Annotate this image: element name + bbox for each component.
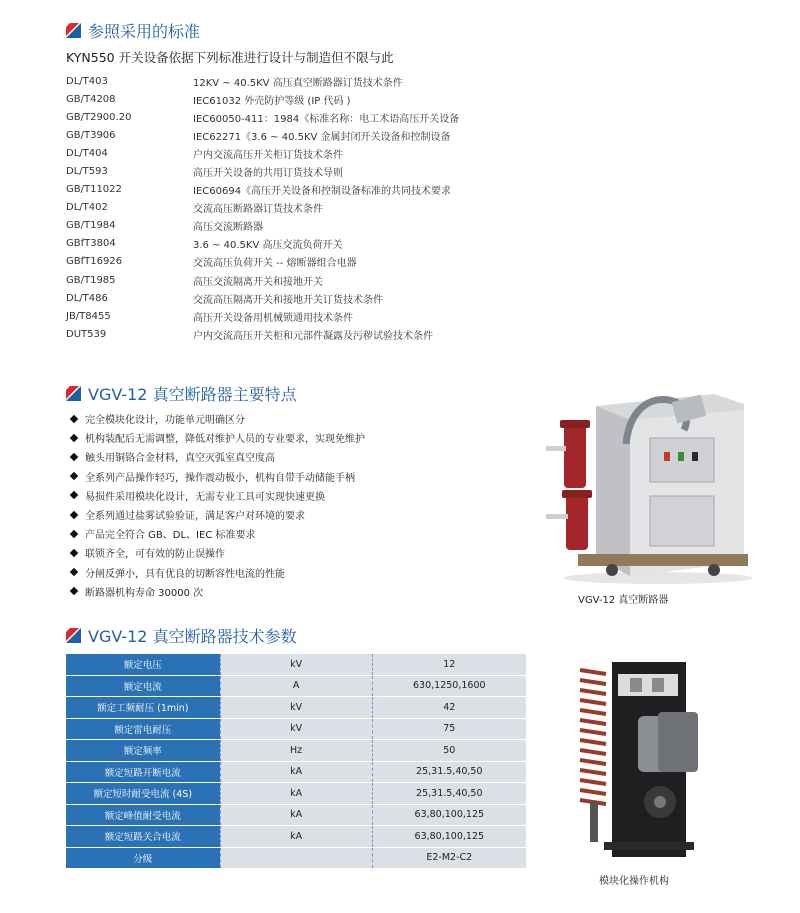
- param-name-cell: 额定工频耐压 (1min): [66, 697, 220, 719]
- standard-desc: 3.6 ~ 40.5KV 高压交流负荷开关: [193, 240, 343, 252]
- section-marker-icon: [66, 386, 81, 401]
- standard-desc: IEC61032 外壳防护等级 (IP 代码 ): [193, 95, 351, 107]
- table-row: [66, 826, 526, 848]
- section-title-standards: [66, 19, 200, 42]
- param-name-cell: 额定短时耐受电流 (4S): [66, 783, 220, 805]
- standard-row: [66, 235, 586, 253]
- param-value-cell: 630,1250,1600: [372, 675, 526, 697]
- param-unit-cell: kV: [220, 654, 372, 675]
- param-unit-cell: [220, 847, 372, 869]
- feature-text: 产品完全符合 GB、DL、IEC 标准要求: [85, 530, 256, 542]
- standard-row: [66, 289, 586, 307]
- feature-text: 断路器机构寿命 30000 次: [85, 587, 204, 599]
- param-value-cell: 25,31.5,40,50: [372, 761, 526, 783]
- diamond-bullet-icon: [70, 510, 78, 518]
- standard-code: DL/T404: [66, 147, 108, 159]
- section-marker-icon: [66, 23, 81, 38]
- standard-code: DL/T486: [66, 292, 108, 304]
- feature-item: [68, 428, 508, 447]
- table-row: [66, 675, 526, 697]
- table-row: [66, 718, 526, 740]
- table-row: [66, 804, 526, 826]
- standard-desc: 户内交流高压开关柜和元部件凝露及污秽试验技术条件: [193, 330, 433, 342]
- table-row: [66, 740, 526, 762]
- param-value-cell: 75: [372, 718, 526, 740]
- operating-mechanism-photo: [560, 652, 720, 867]
- standard-row: [66, 307, 586, 325]
- param-name-cell: 额定电压: [66, 654, 220, 675]
- standard-code: GB/T4208: [66, 93, 116, 105]
- param-name-cell: 额定短路关合电流: [66, 826, 220, 848]
- param-unit-cell: Hz: [220, 740, 372, 762]
- standard-desc: 高压交流断路器: [193, 222, 263, 234]
- standard-row: [66, 271, 586, 289]
- standard-desc: 户内交流高压开关柜订货技术条件: [193, 149, 343, 161]
- feature-text: 联锁齐全，可有效的防止误操作: [85, 549, 225, 561]
- feature-item: [68, 524, 508, 543]
- standard-code: GB/T1985: [66, 274, 116, 286]
- standard-row: [66, 144, 586, 162]
- standard-desc: IEC62271《3.6 ~ 40.5KV 金属封闭开关设备和控制设备: [193, 131, 451, 143]
- param-name-cell: 额定雷电耐压: [66, 718, 220, 740]
- vacuum-breaker-photo: [538, 386, 752, 586]
- diamond-bullet-icon: [70, 434, 78, 442]
- diamond-bullet-icon: [70, 529, 78, 537]
- standard-code: GB/T3906: [66, 129, 116, 141]
- mechanism-photo-caption: 模块化操作机构: [599, 876, 669, 887]
- standard-desc: 高压交流隔离开关和接地开关: [193, 276, 323, 288]
- table-row: [66, 847, 526, 869]
- feature-item: [68, 467, 508, 486]
- section-title-text: VGV-12 真空断路器主要特点: [88, 385, 297, 404]
- standard-desc: 交流高压隔离开关和接地开关订货技术条件: [193, 294, 383, 306]
- diamond-bullet-icon: [70, 472, 78, 480]
- diamond-bullet-icon: [70, 491, 78, 499]
- standard-code: JB/T8455: [66, 310, 111, 322]
- feature-item: [68, 505, 508, 524]
- param-unit-cell: kA: [220, 826, 372, 848]
- feature-text: 全系列产品操作轻巧，操作震动极小，机构自带手动储能手柄: [85, 472, 355, 484]
- standard-code: GB/T1984: [66, 220, 116, 232]
- standard-code: GB/T11022: [66, 184, 122, 196]
- section-title-params: [66, 624, 297, 647]
- standard-desc: 12KV ~ 40.5KV 高压真空断路器订货技术条件: [193, 77, 403, 89]
- diamond-bullet-icon: [70, 587, 78, 595]
- standard-code: DL/T403: [66, 75, 108, 87]
- diamond-bullet-icon: [70, 414, 78, 422]
- feature-item: [68, 543, 508, 562]
- standards-intro: KYN550 开关设备依据下列标准进行设计与制造但不限与此: [66, 50, 394, 65]
- standard-desc: 高压开关设备的共用订货技术导则: [193, 168, 343, 180]
- param-unit-cell: A: [220, 675, 372, 697]
- breaker-photo-caption: VGV-12 真空断路器: [578, 595, 669, 606]
- feature-text: 触头用铜铬合金材料，真空灭弧室真空度高: [85, 453, 275, 465]
- param-value-cell: 63,80,100,125: [372, 804, 526, 826]
- param-name-cell: 额定电流: [66, 675, 220, 697]
- standard-code: GB/T2900.20: [66, 111, 132, 123]
- param-value-cell: 42: [372, 697, 526, 719]
- param-value-cell: 63,80,100,125: [372, 826, 526, 848]
- standard-desc: 高压开关设备用机械锁通用技术条件: [193, 312, 353, 324]
- param-unit-cell: kV: [220, 697, 372, 719]
- standard-row: [66, 126, 586, 144]
- feature-text: 易损件采用模块化设计，无需专业工具可实现快速更换: [85, 491, 325, 503]
- param-unit-cell: kV: [220, 718, 372, 740]
- tech-params-table: [66, 654, 526, 869]
- param-name-cell: 额定频率: [66, 740, 220, 762]
- standards-list: [66, 72, 586, 343]
- param-name-cell: 分级: [66, 847, 220, 869]
- param-unit-cell: kA: [220, 804, 372, 826]
- standard-desc: IEC60694《高压开关设备和控制设备标准的共同技术要求: [193, 186, 452, 198]
- section-marker-icon: [66, 628, 81, 643]
- feature-item: [68, 563, 508, 582]
- param-value-cell: 50: [372, 740, 526, 762]
- standard-row: [66, 253, 586, 271]
- standard-row: [66, 162, 586, 180]
- standard-code: GBfT16926: [66, 256, 123, 268]
- feature-text: 全系列通过盐雾试验验证，满足客户对环境的要求: [85, 511, 305, 523]
- feature-item: [68, 582, 508, 601]
- standard-code: DL/T402: [66, 202, 108, 214]
- param-unit-cell: kA: [220, 761, 372, 783]
- param-value-cell: E2-M2-C2: [372, 847, 526, 869]
- feature-item: [68, 486, 508, 505]
- param-value-cell: 12: [372, 654, 526, 675]
- param-unit-cell: kA: [220, 783, 372, 805]
- feature-item: [68, 409, 508, 428]
- standard-row: [66, 108, 586, 126]
- diamond-bullet-icon: [70, 568, 78, 576]
- feature-text: 机构装配后无需调整，降低对维护人员的专业要求，实现免维护: [85, 434, 365, 446]
- param-value-cell: 25,31.5,40,50: [372, 783, 526, 805]
- param-name-cell: 额定峰值耐受电流: [66, 804, 220, 826]
- section-title-text: VGV-12 真空断路器技术参数: [88, 627, 297, 646]
- standard-row: [66, 72, 586, 90]
- standard-row: [66, 325, 586, 343]
- standard-desc: IEC60050-411：1984《标准名称：电工术语高压开关设备: [193, 113, 460, 125]
- features-list: [68, 409, 508, 601]
- section-title-features: [66, 382, 297, 405]
- standard-row: [66, 90, 586, 108]
- feature-item: [68, 447, 508, 466]
- table-row: [66, 783, 526, 805]
- standard-code: DUT539: [66, 328, 107, 340]
- standard-row: [66, 199, 586, 217]
- table-row: [66, 761, 526, 783]
- standard-desc: 交流高压负荷开关 -- 熔断器组合电器: [193, 258, 357, 270]
- feature-text: 完全模块化设计，功能单元明确区分: [85, 415, 245, 427]
- table-row: [66, 654, 526, 675]
- standard-row: [66, 181, 586, 199]
- section-title-text: 参照采用的标准: [88, 22, 201, 41]
- standard-desc: 交流高压断路器订货技术条件: [193, 204, 323, 216]
- diamond-bullet-icon: [70, 549, 78, 557]
- diamond-bullet-icon: [70, 453, 78, 461]
- feature-text: 分闸反弹小，具有优良的切断容性电流的性能: [85, 568, 285, 580]
- standard-code: DL/T593: [66, 166, 108, 178]
- standard-row: [66, 217, 586, 235]
- table-row: [66, 697, 526, 719]
- param-name-cell: 额定短路开断电流: [66, 761, 220, 783]
- standard-code: GBfT3804: [66, 238, 116, 250]
